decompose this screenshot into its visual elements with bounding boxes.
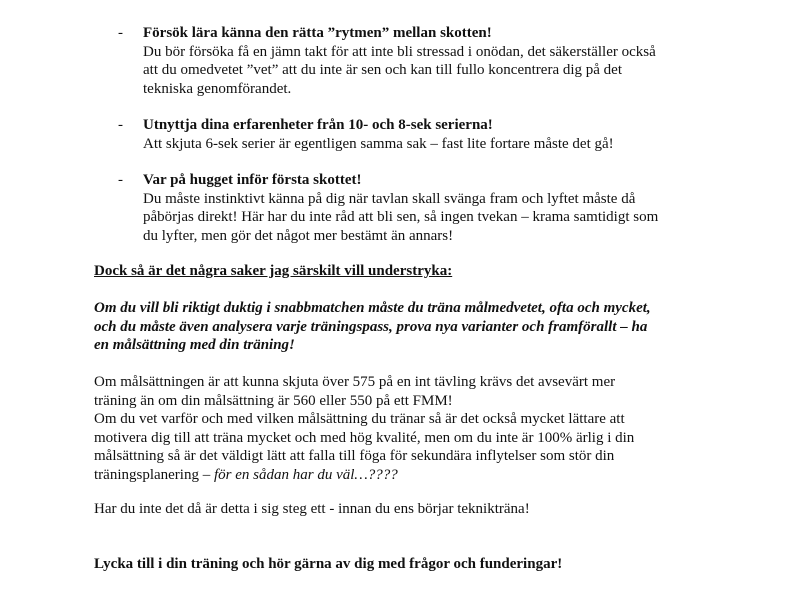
bullet-text-line: Att skjuta 6-sek serier är egentligen samma sak – fast lite fortare måste det gå!: [143, 135, 614, 152]
step-one-line: [94, 500, 714, 519]
bullet-item-experience: [118, 116, 718, 153]
paragraph-line: träning än om din målsättning är 560 eller 550 på ett FMM!: [94, 392, 453, 409]
emphasis-line: en målsättning med din träning!: [94, 337, 295, 354]
bullet-item-rhythm: [118, 24, 718, 98]
bullet-text-line: tekniska genomförandet.: [143, 80, 292, 97]
bullet-dash: -: [118, 25, 123, 41]
step-text: Har du inte det då är detta i sig steg ett - innan du ens börjar teknikträna!: [94, 501, 530, 517]
underlined-heading: Dock så är det några saker jag särskilt vill understryka:: [94, 263, 453, 279]
section-heading: [94, 262, 714, 281]
paragraph-line: Om målsättningen är att kunna skjuta över 575 på en int tävling krävs det avsevärt mer: [94, 374, 616, 390]
emphasis-line: Om du vill bli riktigt duktig i snabbmatchen måste du träna målmedvetet, ofta och mycket,: [94, 300, 651, 316]
paragraph-line: målsättning så är det väldigt lätt att falla till föga för sekundära inflytelser som stör din: [94, 448, 615, 465]
bullet-heading: Försök lära känna den rätta ”rytmen” mellan skotten!: [143, 25, 492, 41]
paragraph-line: Om du vet varför och med vilken målsättning du tränar så är det också mycket lättare att: [94, 411, 625, 428]
bullet-text-line: Du bör försöka få en jämn takt för att inte bli stressad i onödan, det säkerställer också: [143, 43, 656, 60]
paragraph-last-line: [94, 466, 714, 485]
closing-text: Lycka till i din träning och hör gärna av dig med frågor och funderingar!: [94, 556, 563, 572]
emphasis-line: och du måste även analysera varje träningspass, prova nya varianter och framförallt – ha: [94, 318, 648, 335]
paragraph-last-plain: träningsplanering –: [94, 466, 214, 483]
bullet-text-line: du lyfter, men gör det något mer bestämt än annars!: [143, 227, 454, 244]
goal-paragraph: [94, 373, 714, 485]
closing-line: [94, 555, 714, 574]
bullet-dash: -: [118, 172, 123, 188]
bullet-text-line: Du måste instinktivt känna på dig när tavlan skall svänga fram och lyftet måste då: [143, 190, 636, 207]
bullet-item-first-shot: [118, 171, 718, 245]
emphasis-paragraph: [94, 299, 714, 355]
bullet-dash: -: [118, 117, 123, 133]
bullet-text-line: påbörjas direkt! Här har du inte råd att bli sen, så ingen tvekan – krama samtidigt som: [143, 209, 659, 226]
paragraph-line: motivera dig till att träna mycket och med hög kvalité, men om du inte är 100% ärlig i din: [94, 429, 635, 446]
paragraph-last-italic: för en sådan har du väl…????: [213, 466, 398, 483]
bullet-text-line: att du omedvetet ”vet” att du inte är sen och kan till fullo koncentrera dig på det: [143, 62, 622, 79]
bullet-heading: Var på hugget inför första skottet!: [143, 172, 362, 188]
bullet-heading: Utnyttja dina erfarenheter från 10- och 8-sek serierna!: [143, 117, 493, 133]
